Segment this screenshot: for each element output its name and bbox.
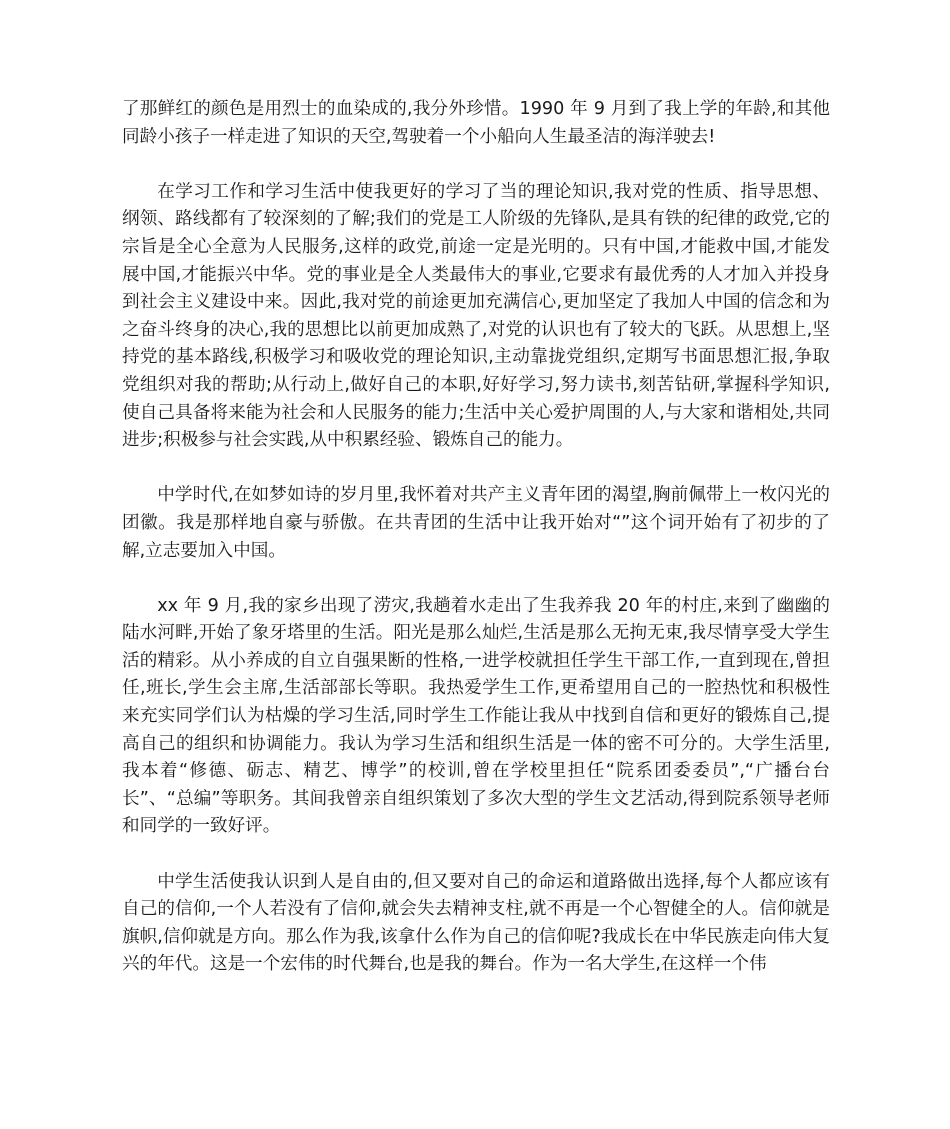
paragraph-3: 中学时代,在如梦如诗的岁月里,我怀着对共产主义青年团的渴望,胸前佩带上一枚闪光的团徽。我是那样地自豪与骄傲。在共青团的生活中让我开始对“”这个词开始有了初步的了解,立志要加入中国。 — [122, 485, 830, 561]
paragraph-5: 中学生活使我认识到人是自由的,但又要对自己的命运和道路做出选择,每个人都应该有自己的信仰,一个人若没有了信仰,就会失去精神支柱,就不再是一个心智健全的人。信仰就是旗帜,信仰就是方向。那么作为我,该拿什么作为自己的信仰呢?我成长在中华民族走向伟大复兴的年代。这是一个宏伟的时代舞台,也是我的舞台。作为一名大学生,在这样一个伟 — [122, 871, 830, 975]
paragraph-1: 了那鲜红的颜色是用烈士的血染成的,我分外珍惜。1990 年 9 月到了我上学的年龄,和其他同龄小孩子一样走进了知识的天空,驾驶着一个小船向人生最圣洁的海洋驶去! — [122, 99, 830, 147]
paragraph-2: 在学习工作和学习生活中使我更好的学习了当的理论知识,我对党的性质、指导思想、纲领、路线都有了较深刻的了解;我们的党是工人阶级的先锋队,是具有铁的纪律的政党,它的宗旨是全心全意为人民服务,这样的政党,前途一定是光明的。只有中国,才能救中国,才能发展中国,才能振兴中华。党的事业是全人类最伟大的事业,它要求有最优秀的人才加入并投身到社会主义建设中来。因此,我对党的前途更加充满信心,更加坚定了我加人中国的信念和为之奋斗终身的决心,我的思想比以前更加成熟了,对党的认识也有了较大的飞跃。从思想上,坚持党的基本路线,积极学习和吸收党的理论知识,主动靠拢党组织,定期写书面思想汇报,争取党组织对我的帮助;从行动上,做好自己的本职,好好学习,努力读书,刻苦钻研,掌握科学知识,使自己具备将来能为社会和人民服务的能力;生活中关心爱护周围的人,与大家和谐相处,共同进步;积极参与社会实践,从中积累经验、锻炼自己的能力。 — [122, 181, 830, 451]
document-body — [122, 96, 830, 1007]
paragraph-4: xx 年 9 月,我的家乡出现了涝灾,我趟着水走出了生我养我 20 年的村庄,来到了幽幽的陆水河畔,开始了象牙塔里的生活。阳光是那么灿烂,生活是那么无拘无束,我尽情享受大学生活的精彩。从小养成的自立自强果断的性格,一进学校就担任学生干部工作,一直到现在,曾担任,班长,学生会主席,生活部部长等职。我热爱学生工作,更希望用自己的一腔热忱和积极性来充实同学们认为枯燥的学习生活,同时学生工作能让我从中找到自信和更好的锻炼自己,提高自己的组织和协调能力。我认为学习生活和组织生活是一体的密不可分的。大学生活里,我本着“修德、砺志、精艺、博学”的校训,曾在学校里担任“院系团委委员”,“广播台台长”、“总编”等职务。其间我曾亲自组织策划了多次大型的学生文艺活动,得到院系领导老师和同学的一致好评。 — [122, 595, 830, 837]
